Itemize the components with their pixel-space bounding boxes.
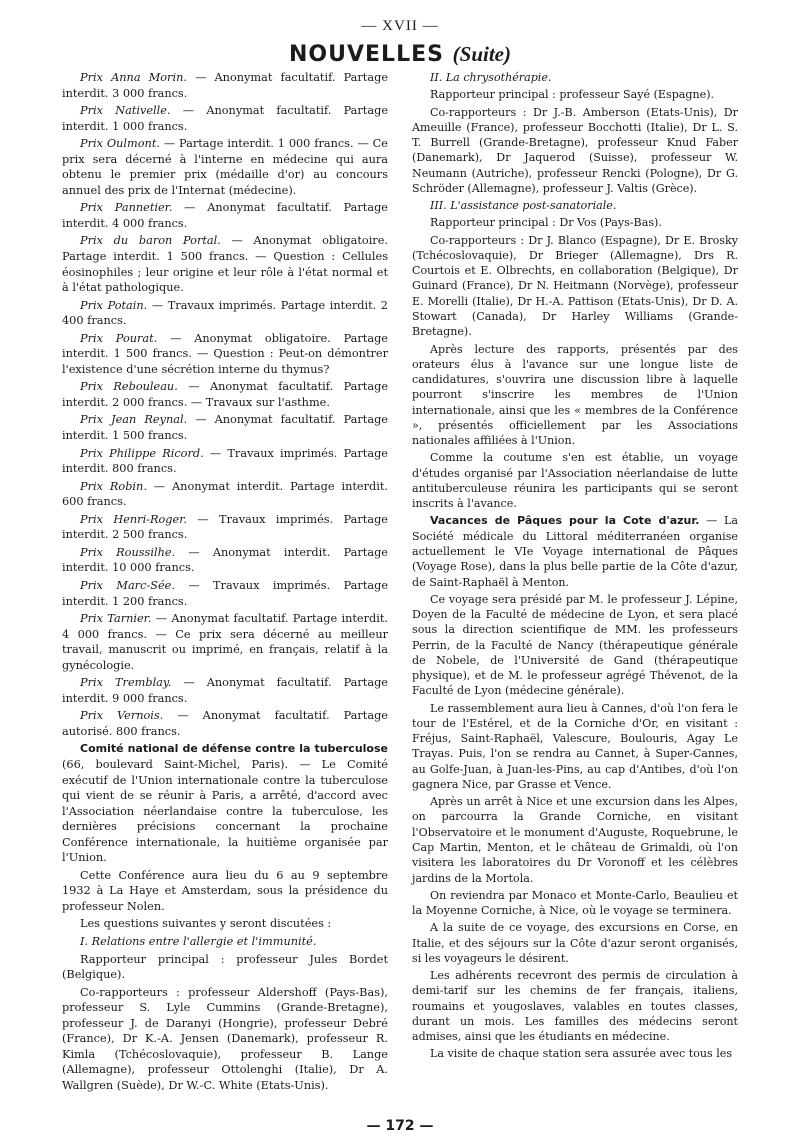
paragraph-lead: Prix Oulmont.	[80, 137, 160, 151]
paragraph	[412, 70, 738, 85]
paragraph	[412, 968, 738, 1044]
paragraph-text: Après un arrêt à Nice et une excursion dans les Alpes, on parcourra la Grande Corniche, en visitant l'Observatoire et le monument d'Auguste, Roquebrune, le Cap Martin, Menton, et le château de Grimaldi, où l'on visitera les laboratoires du Dr Voronoff et les célèbres jardins de la Mortola.	[412, 795, 738, 885]
paragraph-text: — La Société médicale du Littoral méditerranéen organise actuellement le VIe Voyage international de Pâques (Voyage Rose), dans la plus belle partie de la Côte d'azur, de Saint-Raphaël à Menton.	[412, 514, 738, 589]
paragraph-text: — Travaux imprimés. Partage interdit. 2 500 francs.	[62, 512, 388, 542]
paragraph-text: Ce voyage sera présidé par M. le professeur J. Lépine, Doyen de la Faculté de médecine de Lyon, et sera placé sous la direction scientifique de MM. les professeurs Perrin, de la Faculté de Nancy (thérapeutique générale de Nobele, de l'Université de Gand (thérapeutique physique), et de M. le professeur agrégé Thévenot, de la Faculté de Lyon (médecine générale).	[412, 592, 738, 698]
paragraph-text: — Travaux imprimés. Partage interdit. 1 200 francs.	[62, 578, 389, 608]
paragraph-lead: Prix Tremblay.	[80, 676, 172, 690]
paragraph-text: — Anonymat facultatif. Partage interdit. 4 000 francs. — Ce prix sera décerné au meilleur travail, manuscrit ou imprimé, en français, relatif à la gynécologie.	[62, 612, 388, 672]
paragraph	[62, 578, 388, 609]
paragraph	[62, 136, 388, 198]
paragraph-text: — Anonymat interdit. Partage interdit. 10 000 francs.	[62, 545, 388, 575]
paragraph-text: — Anonymat facultatif. Partage interdit. 9 000 francs.	[62, 676, 388, 705]
paragraph-text: — Anonymat facultatif. Partage interdit. 2 000 francs. — Travaux sur l'asthme.	[62, 380, 389, 409]
paragraph-text: — Anonymat facultatif. Partage interdit. 1 500 francs.	[62, 413, 388, 443]
paragraph	[62, 952, 388, 983]
paragraph	[62, 103, 388, 134]
paragraph-lead: Prix Jean Reynal.	[80, 413, 188, 427]
paragraph-text: A la suite de ce voyage, des excursions en Corse, en Italie, et des séjours sur la Côte d'azur seront organisés, si les voyageurs le désirent.	[412, 921, 738, 965]
section-heading: Vacances de Pâques pour la Cote d'azur.	[430, 514, 700, 528]
paragraph	[62, 916, 388, 932]
paragraph	[62, 512, 388, 543]
section-subtitle: (Suite)	[452, 42, 511, 66]
paragraph-lead: Prix du baron Portal.	[80, 234, 221, 248]
paragraph-text: — Anonymat obligatoire. Partage interdit. 1 500 francs. — Question : Cellules éosinophiles ; leur origine et leur rôle à l'état normal et à l'état pathologique.	[62, 234, 388, 295]
paragraph-lead: I. Relations entre l'allergie et l'immunité.	[80, 934, 317, 948]
page-roman-numeral: — XVII —	[361, 18, 439, 34]
paragraph-lead: III. L'assistance post-sanatoriale.	[430, 199, 617, 213]
section-title: NOUVELLES	[289, 42, 444, 67]
paragraph	[412, 592, 738, 699]
paragraph	[62, 412, 388, 443]
paragraph	[62, 446, 388, 477]
paragraph	[62, 200, 388, 231]
paragraph-text: (66, boulevard Saint-Michel, Paris). — Le Comité exécutif de l'Union internationale contre la tuberculose qui vient de se réunir à Paris, a arrêté, d'accord avec l'Association néerlandaise contre la tuberculose, les dernières précisions concernant la prochaine Conférence internationale, la huitième organisée par l'Union.	[62, 757, 388, 865]
paragraph-lead: Prix Nativelle.	[80, 104, 171, 118]
paragraph-lead: Prix Tarnier.	[80, 612, 152, 626]
paragraph-text: Rapporteur principal : professeur Jules Bordet (Belgique).	[62, 952, 388, 982]
paragraph	[62, 298, 388, 329]
page-number: — 172 —	[366, 1118, 434, 1134]
paragraph-text: Co-rapporteurs : Dr J.-B. Amberson (Etats-Unis), Dr Ameuille (France), professeur Bocchotti (Italie), Dr L. S. T. Burrell (Grande-Bretagne), professeur Knud Faber (Danemark), Dr Jaquerod (Suisse), professeur W. Neumann (Autriche), professeur Rencki (Pologne), Dr G. Schröder (Allemagne), professeur J. Valtis (Grèce).	[412, 105, 738, 195]
paragraph	[62, 708, 388, 739]
paragraph-text: Co-rapporteurs : professeur Aldershoff (Pays-Bas), professeur S. Lyle Cummins (Grande-Bretagne), professeur J. de Daranyi (Hongrie), professeur Debré (France), Dr K.-A. Jensen (Danemark), professeur R. Kimla (Tchécoslovaquie), professeur B. Lange (Allemagne), professeur Ottolenghi (Italie), Dr A. Wallgren (Suède), Dr W.-C. White (Etats-Unis).	[62, 985, 388, 1092]
paragraph-text: Cette Conférence aura lieu du 6 au 9 septembre 1932 à La Haye et Amsterdam, sous la présidence du professeur Nolen.	[62, 868, 388, 913]
paragraph	[62, 934, 388, 950]
paragraph	[412, 215, 738, 230]
paragraph-text: Co-rapporteurs : Dr J. Blanco (Espagne), Dr E. Brosky (Tchécoslovaquie), Dr Brieger (Allemagne), Drs R. Courtois et E. Olbrechts, en collaboration (Belgique), Dr Guinard (France), Dr N. Heitmann (Norvège), professeur E. Morelli (Italie), Dr H.-A. Pattison (Etats-Unis), Dr D. A. Stowart (Canada), Dr Harley Williams (Grande-Bretagne).	[412, 233, 738, 339]
paragraph	[412, 920, 738, 966]
paragraph-lead: Prix Potain.	[80, 298, 148, 312]
paragraph-text: — Anonymat interdit. Partage interdit. 600 francs.	[62, 479, 388, 509]
paragraph	[412, 105, 738, 197]
paragraph	[62, 985, 388, 1094]
paragraph	[62, 611, 388, 673]
paragraph-text: La visite de chaque station sera assurée avec tous les	[430, 1047, 733, 1061]
paragraph-lead: Prix Henri-Roger.	[80, 512, 187, 526]
paragraph-text: Les adhérents recevront des permis de circulation à demi-tarif sur les chemins de fer français, italiens, roumains et yougoslaves, valables en toutes classes, durant un mois. Les familles des médecins seront admises, ainsi que les étudiants en médecine.	[412, 969, 738, 1044]
paragraph	[62, 379, 388, 410]
paragraph-text: Comme la coutume s'en est établie, un voyage d'études organisé par l'Association néerlandaise de lutte antituberculeuse réunira les participants qui se seront inscrits à l'avance.	[412, 451, 738, 511]
paragraph-text: — Anonymat facultatif. Partage autorisé. 800 francs.	[62, 709, 388, 738]
paragraph	[412, 701, 738, 793]
section-heading: Comité national de défense contre la tuberculose	[80, 742, 388, 756]
paragraph-lead: Prix Roussilhe.	[80, 545, 176, 559]
paragraph-text: Le rassemblement aura lieu à Cannes, d'où l'on fera le tour de l'Estérel, et de la Corniche d'Or, en visitant : Fréjus, Saint-Raphaël, Valescure, Boulouris, Agay Le Trayas. Puis, l'on se rendra au Cannet, à Super-Cannes, au Golfe-Juan, à Juan-les-Pins, au cap d'Antibes, d'où l'on gagnera Nice, par Grasse et Vence.	[412, 701, 738, 791]
paragraph-lead: Prix Rebouleau.	[80, 380, 178, 394]
right-column	[412, 70, 738, 1064]
paragraph-text: Rapporteur principal : professeur Sayé (Espagne).	[430, 88, 715, 102]
paragraph	[62, 479, 388, 510]
page-title	[0, 42, 800, 67]
paragraph	[412, 198, 738, 213]
paragraph	[412, 342, 738, 449]
paragraph-text: — Anonymat facultatif. Partage interdit. 1 000 francs.	[62, 104, 389, 133]
paragraph	[412, 87, 738, 102]
paragraph-text: — Anonymat obligatoire. Partage interdit. 1 500 francs. — Question : Peut-on démontrer l'existence d'une sécrétion interne du thymus?	[62, 331, 388, 376]
paragraph-text: — Travaux imprimés. Partage interdit. 800 francs.	[62, 446, 388, 476]
paragraph	[412, 450, 738, 511]
paragraph	[62, 331, 388, 378]
paragraph-lead: Prix Philippe Ricord.	[80, 446, 204, 460]
paragraph	[62, 741, 388, 865]
paragraph-text: Rapporteur principal : Dr Vos (Pays-Bas).	[430, 216, 662, 230]
paragraph-text: On reviendra par Monaco et Monte-Carlo, Beaulieu et la Moyenne Corniche, à Nice, où le voyage se terminera.	[412, 888, 738, 918]
paragraph-text: Après lecture des rapports, présentés par des orateurs élus à l'avance sur une longue liste de candidatures, s'ouvrira une discussion libre à laquelle pourront s'inscrire les membres de l'Union internationale, ainsi que les « membres de la Conférence », présentés officiellement par les Associations nationales affiliées à l'Union.	[412, 342, 738, 448]
paragraph-text: — Anonymat facultatif. Partage interdit. 4 000 francs.	[62, 201, 388, 230]
paragraph-lead: II. La chrysothérapie.	[430, 71, 552, 84]
paragraph-lead: Prix Anna Morin.	[80, 71, 187, 84]
paragraph-text: — Partage interdit. 1 000 francs. — Ce prix sera décerné à l'interne en médecine qui aura obtenu le premier prix (médaille d'or) au concours annuel des prix de l'Internat (médecine).	[62, 137, 388, 197]
paragraph	[412, 794, 738, 886]
paragraph-lead: Prix Vernois.	[80, 709, 164, 723]
paragraph	[412, 233, 738, 340]
paragraph-lead: Prix Robin.	[80, 479, 147, 493]
paragraph-lead: Prix Pourat.	[80, 331, 158, 345]
paragraph-text: — Anonymat facultatif. Partage interdit. 3 000 francs.	[62, 71, 388, 100]
paragraph-lead: Prix Marc-Sée.	[80, 578, 175, 592]
paragraph	[62, 868, 388, 915]
paragraph	[412, 513, 738, 589]
paragraph	[62, 545, 388, 576]
paragraph-text: Les questions suivantes y seront discutées :	[80, 917, 332, 931]
paragraph	[62, 70, 388, 101]
paragraph-lead: Prix Pannetier.	[80, 201, 173, 215]
left-column	[62, 70, 388, 1095]
paragraph	[62, 675, 388, 706]
paragraph	[62, 233, 388, 295]
paragraph-text: — Travaux imprimés. Partage interdit. 2 400 francs.	[62, 298, 388, 328]
paragraph	[412, 888, 738, 919]
paragraph	[412, 1046, 738, 1061]
